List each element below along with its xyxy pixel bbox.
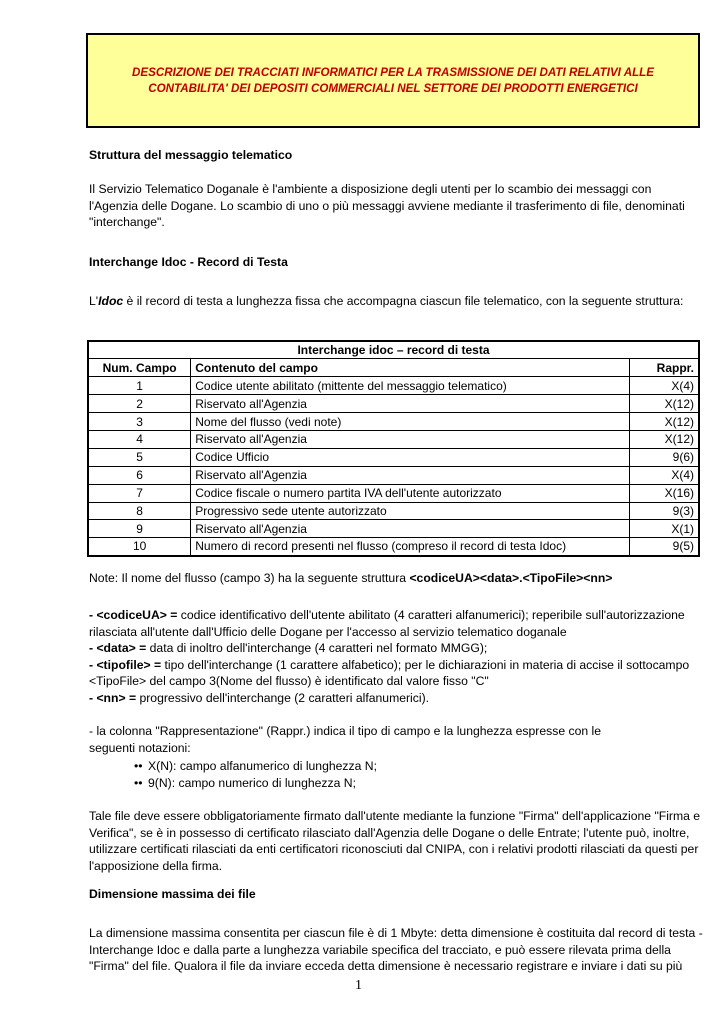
cell-rappr: X(12) <box>629 430 699 448</box>
table-row <box>88 538 699 556</box>
header-num-campo: Num. Campo <box>88 359 191 377</box>
cell-num-campo: 8 <box>88 502 191 520</box>
header-contenuto: Contenuto del campo <box>191 359 629 377</box>
definition-data: - <data> = data di inoltro dell'interchange (4 caratteri nel formato MMGG); <box>89 641 488 655</box>
table-row <box>88 520 699 538</box>
section-heading-idoc: Interchange Idoc - Record di Testa <box>89 255 288 269</box>
section-heading-size: Dimensione massima dei file <box>89 887 256 901</box>
idoc-record-table <box>87 340 700 557</box>
idoc-intro: L'Idoc è il record di testa a lunghezza fissa che accompagna ciascun file telematico, con la seguente struttura: <box>89 294 684 308</box>
column-note: - la colonna "Rappresentazione" (Rappr.) indica il tipo di campo e la lunghezza espresse con le seguenti notazioni: <box>89 724 602 755</box>
cell-contenuto: Numero di record presenti nel flusso (compreso il record di testa Idoc) <box>191 538 629 556</box>
table-caption: Interchange idoc – record di testa <box>88 341 699 359</box>
header-rappr: Rappr. <box>629 359 699 377</box>
table-row <box>88 466 699 484</box>
table-row <box>88 448 699 466</box>
bullet-item: •• X(N): campo alfanumerico di lunghezza N; <box>134 759 377 773</box>
cell-contenuto: Riservato all'Agenzia <box>191 430 629 448</box>
cell-num-campo: 3 <box>88 413 191 431</box>
cell-contenuto: Riservato all'Agenzia <box>191 466 629 484</box>
cell-contenuto: Riservato all'Agenzia <box>191 395 629 413</box>
bullet-icon: •• <box>134 776 143 790</box>
cell-rappr: 9(3) <box>629 502 699 520</box>
cell-num-campo: 1 <box>88 377 191 395</box>
document-title: DESCRIZIONE DEI TRACCIATI INFORMATICI PER LA TRASMISSIONE DEI DATI RELATIVI ALLE CONTABILITA' DEI DEPOSITI COMMERCIALI NEL SETTORE DEI PRODOTTI ENERGETICI <box>132 65 654 95</box>
cell-rappr: 9(5) <box>629 538 699 556</box>
definitions-list <box>89 607 701 706</box>
cell-num-campo: 9 <box>88 520 191 538</box>
table-row <box>88 395 699 413</box>
cell-rappr: X(16) <box>629 484 699 502</box>
cell-contenuto: Riservato all'Agenzia <box>191 520 629 538</box>
cell-num-campo: 4 <box>88 430 191 448</box>
document-title-banner <box>86 33 700 128</box>
size-paragraph: La dimensione massima consentita per ciascun file è di 1 Mbyte: detta dimensione è costituita dal record di testa - Interchange Idoc e dalla parte a lunghezza variabile specifica del tracciato, e può essere rilevata prima della "Firma" del file. Qualora il file da inviare ecceda detta dimensione è necessario registrare e inviare i dati su più <box>89 926 703 973</box>
cell-rappr: X(1) <box>629 520 699 538</box>
cell-contenuto: Progressivo sede utente autorizzato <box>191 502 629 520</box>
definition-tipofile: - <tipofile> = tipo dell'interchange (1 carattere alfabetico); per le dichiarazioni in materia di accise il sottocampo <TipoFile> del campo 3(Nome del flusso) è identificato dal valore fisso "C" <box>89 657 690 688</box>
cell-contenuto: Codice fiscale o numero partita IVA dell'utente autorizzato <box>191 484 629 502</box>
filename-structure: <codiceUA><data>.<TipoFile><nn> <box>409 571 613 585</box>
cell-rappr: 9(6) <box>629 448 699 466</box>
section-heading-structure: Struttura del messaggio telematico <box>89 148 293 162</box>
table-row <box>88 430 699 448</box>
cell-num-campo: 10 <box>88 538 191 556</box>
page-number: 1 <box>355 978 362 993</box>
table-row <box>88 377 699 395</box>
cell-num-campo: 7 <box>88 484 191 502</box>
cell-contenuto: Codice Ufficio <box>191 448 629 466</box>
cell-rappr: X(12) <box>629 413 699 431</box>
definition-codiceua: - <codiceUA> = codice identificativo dell'utente abilitato (4 caratteri alfanumerici); reperibile sull'autorizzazione rilasciata all'utente dall'Ufficio delle Dogane per l'accesso al servizio telematico doganale <box>89 608 685 639</box>
bullet-icon: •• <box>134 759 143 773</box>
cell-num-campo: 6 <box>88 466 191 484</box>
cell-num-campo: 5 <box>88 448 191 466</box>
cell-num-campo: 2 <box>88 395 191 413</box>
cell-contenuto: Nome del flusso (vedi note) <box>191 413 629 431</box>
table-row <box>88 502 699 520</box>
note-line: Note: Il nome del flusso (campo 3) ha la seguente struttura <codiceUA><data>.<TipoFile><nn> <box>89 571 613 585</box>
cell-contenuto: Codice utente abilitato (mittente del messaggio telematico) <box>191 377 629 395</box>
signature-paragraph: Tale file deve essere obbligatoriamente firmato dall'utente mediante la funzione "Firma" dell'applicazione "Firma e Verifica", se è in possesso di certificato rilasciato dall'Agenzia delle Dogane o delle Entrate; l'utente può, inoltre, utilizzare certificati rilasciati da enti certificatori riconosciuti dal CNIPA, con i relativi prodotti rilasciati da questi per l'apposizione della firma. <box>89 809 701 873</box>
table-row <box>88 413 699 431</box>
intro-paragraph: Il Servizio Telematico Doganale è l'ambiente a disposizione degli utenti per lo scambio dei messaggi con l'Agenzia delle Dogane. Lo scambio di uno o più messaggi avviene mediante il trasferimento di file, denominati "interchange". <box>89 182 685 229</box>
bullet-item: •• 9(N): campo numerico di lunghezza N; <box>134 776 356 790</box>
cell-rappr: X(12) <box>629 395 699 413</box>
cell-rappr: X(4) <box>629 377 699 395</box>
table-header-row <box>88 359 699 377</box>
definition-nn: - <nn> = progressivo dell'interchange (2 caratteri alfanumerici). <box>89 690 430 705</box>
cell-rappr: X(4) <box>629 466 699 484</box>
table-row <box>88 484 699 502</box>
